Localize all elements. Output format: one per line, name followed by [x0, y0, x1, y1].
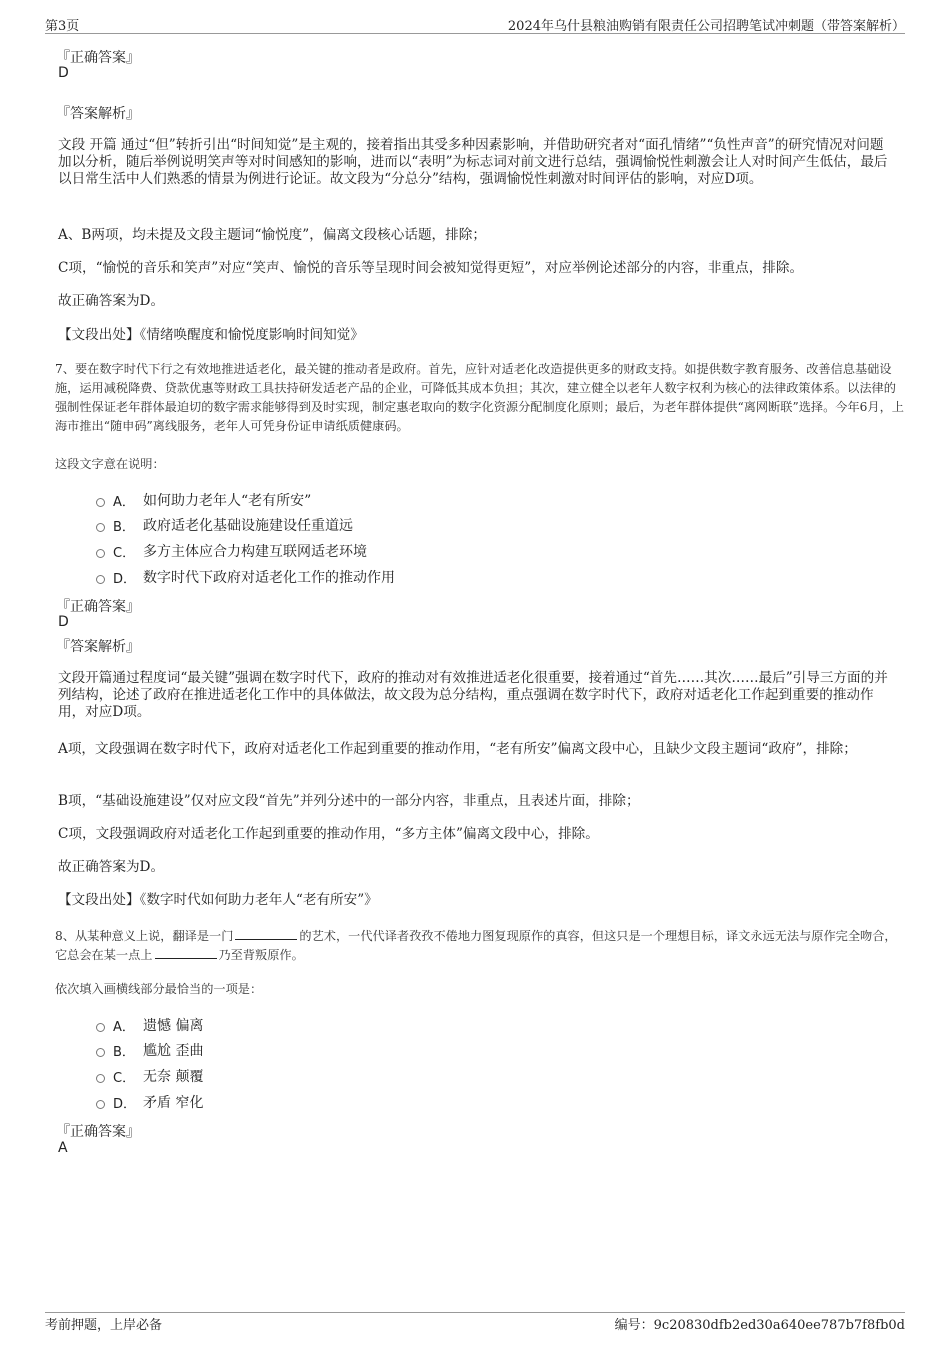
q6-analysis-paragraph-3: C项，“愉悦的音乐和笑声”对应“笑声、愉悦的音乐等呈现时间会被知觉得更短”，对应举例论述部分的内容，非重点，排除。 — [58, 260, 804, 276]
header-divider — [45, 33, 905, 34]
q7-analysis-paragraph-2: A项，文段强调在数字时代下，政府对适老化工作起到重要的推动作用，“老有所安”偏离文段中心，且缺少文段主题词“政府”，排除； — [58, 741, 857, 757]
q6-analysis-paragraph-1: 文段 开篇 通过“但”转折引出“时间知觉”是主观的，接着指出其受多种因素影响，并借助研究者对“面孔情绪”“负性声音”的研究情况对问题加以分析，随后举例说明笑声等对时间感知的影响，进而以“表明”为标志词对前文进行总结，强调愉悦性刺激会让人对时间产生低估，最后以日常生活中人们熟悉的情景为例进行论证。故文段为“分总分”结构，强调愉悦性刺激对时间评估的影响，对应D项。 — [58, 137, 888, 187]
q8-option-a[interactable]: A． 遗憾 偏离 — [96, 1015, 203, 1035]
footer-slogan: 考前押题，上岸必备 — [45, 1318, 163, 1333]
q7-option-c[interactable]: C． 多方主体应合力构建互联网适老环境 — [96, 541, 367, 561]
radio-icon[interactable] — [96, 549, 105, 558]
q7-analysis-paragraph-3: B项，“基础设施建设”仅对应文段“首先”并列分述中的一部分内容，非重点，且表述片面，排除； — [58, 793, 640, 809]
q8-option-b[interactable]: B． 尴尬 歪曲 — [96, 1040, 203, 1060]
q7-stem: 7、要在数字时代下行之有效地推进适老化，最关键的推动者是政府。首先，应针对适老化改造提供更多的财政支持。如提供数字教育服务、改善信息基础设施，运用减税降费、贷款优惠等财政工具扶持研发适老产品的企业，可降低其成本负担；其次，建立健全以老年人数字权利为核心的法律政策体系。以法律的强制性保证老年群体最迫切的数字需求能够得到及时实现，制定惠老取向的数字化资源分配制度化原则；最后，为老年群体提供“离网断联”选择。今年6月，上海市推出“随申码”离线服务，老年人可凭身份证申请纸质健康码。 — [55, 362, 904, 433]
q8-option-d[interactable]: D． 矛盾 窄化 — [96, 1092, 203, 1112]
q7-analysis-paragraph-1: 文段开篇通过程度词“最关键”强调在数字时代下，政府的推动对有效推进适老化很重要，接着通过“首先……其次……最后”引导三方面的并列结构，论述了政府在推进适老化工作中的具体做法，故文段为总分结构，重点强调在数字时代下，政府对适老化工作起到重要的推动作用，对应D项。 — [58, 670, 888, 720]
q7-analysis-label: 『答案解析』 — [56, 639, 140, 655]
radio-icon[interactable] — [96, 575, 105, 584]
blank-2 — [155, 946, 217, 959]
q8-option-c[interactable]: C． 无奈 颠覆 — [96, 1066, 203, 1086]
radio-icon[interactable] — [96, 1100, 105, 1109]
q7-analysis-conclusion: 故正确答案为D。 — [58, 859, 165, 875]
radio-icon[interactable] — [96, 523, 105, 532]
q7-option-d[interactable]: D． 数字时代下政府对适老化工作的推动作用 — [96, 567, 395, 587]
radio-icon[interactable] — [96, 1074, 105, 1083]
q7-question: 这段文字意在说明： — [55, 457, 165, 471]
q8-stem: 8、从某种意义上说，翻译是一门 的艺术，一代代译者孜孜不倦地力图复现原作的真容，但这只是一个理想目标，译文永远无法与原作完全吻合，它总会在某一点上 乃至背叛原作。 — [55, 929, 897, 962]
q6-source: 【文段出处】《情绪唤醒度和愉悦度影响时间知觉》 — [58, 327, 364, 343]
q6-answer-value: D — [58, 65, 69, 81]
q6-analysis-paragraph-2: A、B两项，均未提及文段主题词“愉悦度”，偏离文段核心话题，排除； — [58, 227, 486, 243]
blank-1 — [235, 927, 297, 940]
page-number: 第3页 — [45, 19, 80, 34]
q7-answer-value: D — [58, 614, 69, 630]
q7-option-a[interactable]: A． 如何助力老年人“老有所安” — [96, 490, 311, 510]
q8-answer-value: A — [58, 1140, 68, 1156]
q8-question: 依次填入画横线部分最恰当的一项是： — [55, 982, 263, 996]
document-title: 2024年乌什县粮油购销有限责任公司招聘笔试冲刺题（带答案解析） — [507, 19, 905, 34]
q8-answer-label: 『正确答案』 — [56, 1124, 140, 1140]
radio-icon[interactable] — [96, 498, 105, 507]
footer-divider — [45, 1312, 905, 1313]
q7-analysis-paragraph-4: C项，文段强调政府对适老化工作起到重要的推动作用，“多方主体”偏离文段中心，排除。 — [58, 826, 599, 842]
q6-analysis-conclusion: 故正确答案为D。 — [58, 293, 165, 309]
q7-source: 【文段出处】《数字时代如何助力老年人“老有所安”》 — [58, 892, 378, 908]
q7-option-b[interactable]: B． 政府适老化基础设施建设任重道远 — [96, 515, 353, 535]
q6-answer-label: 『正确答案』 — [56, 50, 140, 66]
q7-answer-label: 『正确答案』 — [56, 599, 140, 615]
radio-icon[interactable] — [96, 1048, 105, 1057]
radio-icon[interactable] — [96, 1023, 105, 1032]
q6-analysis-label: 『答案解析』 — [56, 106, 140, 122]
document-code: 编号：9c20830dfb2ed30a640ee787b7f8fb0d — [614, 1318, 905, 1333]
